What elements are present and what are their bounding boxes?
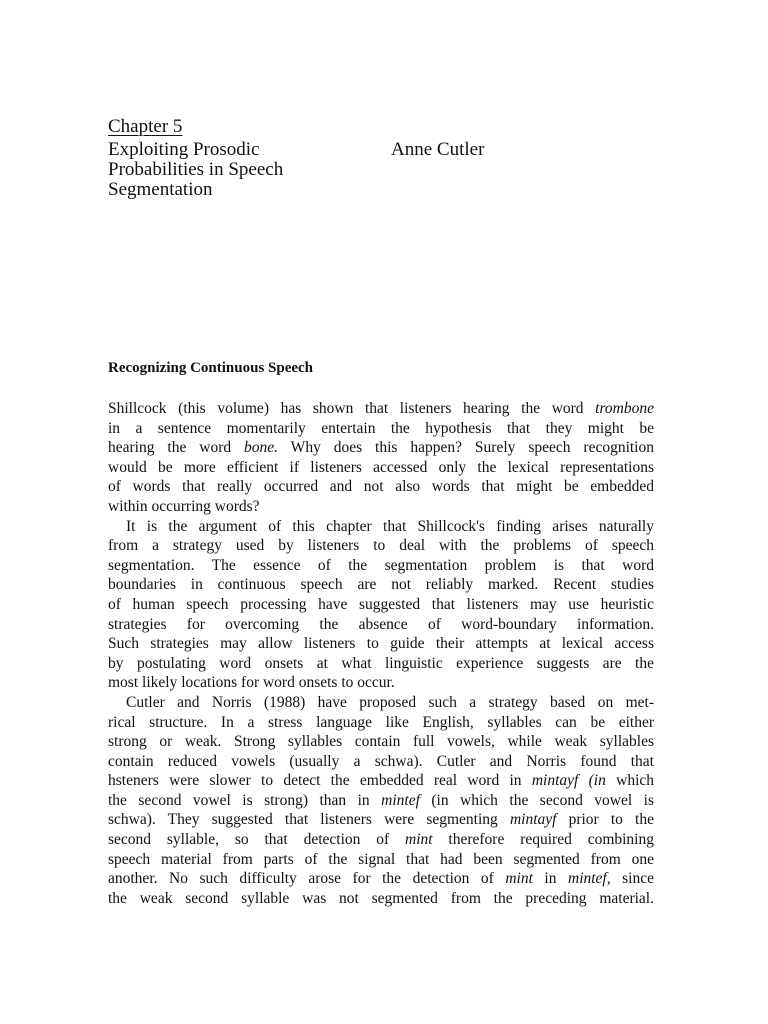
text-run: which <box>605 772 654 790</box>
text-line <box>108 654 654 674</box>
text-line <box>108 693 654 713</box>
text-line <box>108 732 654 752</box>
text-run: rical structure. In a stress language like English, syllables can be either <box>108 713 654 731</box>
italic-text: mintayf <box>509 811 557 829</box>
text-line <box>108 497 654 517</box>
text-run: strong or weak. Strong syllables contain full vowels, while weak syllables <box>108 733 654 751</box>
text-run: prior to the <box>556 811 654 829</box>
chapter-title-line: Segmentation <box>108 179 213 200</box>
chapter-title-line: Probabilities in Speech <box>108 159 284 180</box>
italic-text: mintayf (in <box>531 772 606 790</box>
italic-text: bone. <box>244 439 279 457</box>
text-run: (in which the second vowel is <box>419 791 654 809</box>
author-name: Anne Cutler <box>391 139 485 160</box>
text-line <box>108 830 654 850</box>
text-line <box>108 889 654 909</box>
text-line <box>108 634 654 654</box>
text-run: would be more efficient if listeners accessed only the lexical representations <box>108 458 654 476</box>
italic-text: mintef, <box>568 870 611 888</box>
body-text <box>108 399 654 908</box>
text-run: hsteners were slower to detect the embedded real word in <box>108 772 532 790</box>
text-run: by postulating word onsets at what linguistic experience suggests are the <box>108 654 654 672</box>
italic-text: trombone <box>595 400 654 417</box>
text-run: boundaries in continuous speech are not reliably marked. Recent studies <box>108 576 654 594</box>
chapter-title <box>108 140 378 200</box>
italic-text: mint <box>505 870 533 888</box>
text-run: within occurring words? <box>108 497 260 515</box>
text-line <box>108 556 654 576</box>
text-line <box>108 810 654 830</box>
text-run: hearing the word <box>108 439 245 457</box>
text-line <box>108 771 654 791</box>
italic-text: mint <box>405 831 433 849</box>
text-run: Why does this happen? Surely speech recognition <box>278 439 654 457</box>
text-run: Shillcock (this volume) has shown that listeners hearing the word <box>108 400 596 417</box>
text-run: It is the argument of this chapter that Shillcock's finding arises naturally <box>126 517 654 535</box>
text-run: second syllable, so that detection of <box>108 831 405 849</box>
chapter-label: Chapter 5 <box>108 116 183 137</box>
text-line <box>108 595 654 615</box>
text-run: the weak second syllable was not segmented from the preceding material. <box>108 889 654 907</box>
text-run: strategies for overcoming the absence of word-boundary information. <box>108 615 654 633</box>
text-line <box>108 477 654 497</box>
text-run: of words that really occurred and not also words that might be embedded <box>108 478 654 496</box>
text-run: of human speech processing have suggested that listeners may use heuristic <box>108 595 654 613</box>
text-run: Such strategies may allow listeners to guide their attempts at lexical access <box>108 635 654 653</box>
text-run: speech material from parts of the signal that had been segmented from one <box>108 850 654 868</box>
text-run: in <box>532 870 568 888</box>
text-run: another. No such difficulty arose for the detection of <box>108 870 506 888</box>
text-line <box>108 713 654 733</box>
text-run: the second vowel is strong) than in <box>108 791 382 809</box>
text-line <box>108 752 654 772</box>
text-run: in a sentence momentarily entertain the hypothesis that they might be <box>108 419 654 437</box>
text-run: therefore required combining <box>432 831 654 849</box>
text-run: schwa). They suggested that listeners were segmenting <box>108 811 510 829</box>
text-run: segmentation. The essence of the segmentation problem is that word <box>108 556 654 574</box>
text-line <box>108 791 654 811</box>
text-line <box>108 517 654 537</box>
text-line <box>108 850 654 870</box>
text-line <box>108 399 654 419</box>
italic-text: mintef <box>381 791 420 809</box>
text-run: since <box>610 870 654 888</box>
text-run: most likely locations for word onsets to occur. <box>108 674 395 692</box>
text-line <box>108 575 654 595</box>
text-line <box>108 438 654 458</box>
text-line <box>108 419 654 439</box>
chapter-title-line: Exploiting Prosodic <box>108 139 260 160</box>
text-run: contain reduced vowels (usually a schwa). Cutler and Norris found that <box>108 752 654 770</box>
text-line <box>108 673 654 693</box>
text-line <box>108 458 654 478</box>
text-line <box>108 615 654 635</box>
text-run: Cutler and Norris (1988) have proposed such a strategy based on met- <box>126 693 654 711</box>
section-heading: Recognizing Continuous Speech <box>108 360 314 376</box>
text-run: from a strategy used by listeners to deal with the problems of speech <box>108 537 654 555</box>
text-line <box>108 536 654 556</box>
text-line <box>108 869 654 889</box>
